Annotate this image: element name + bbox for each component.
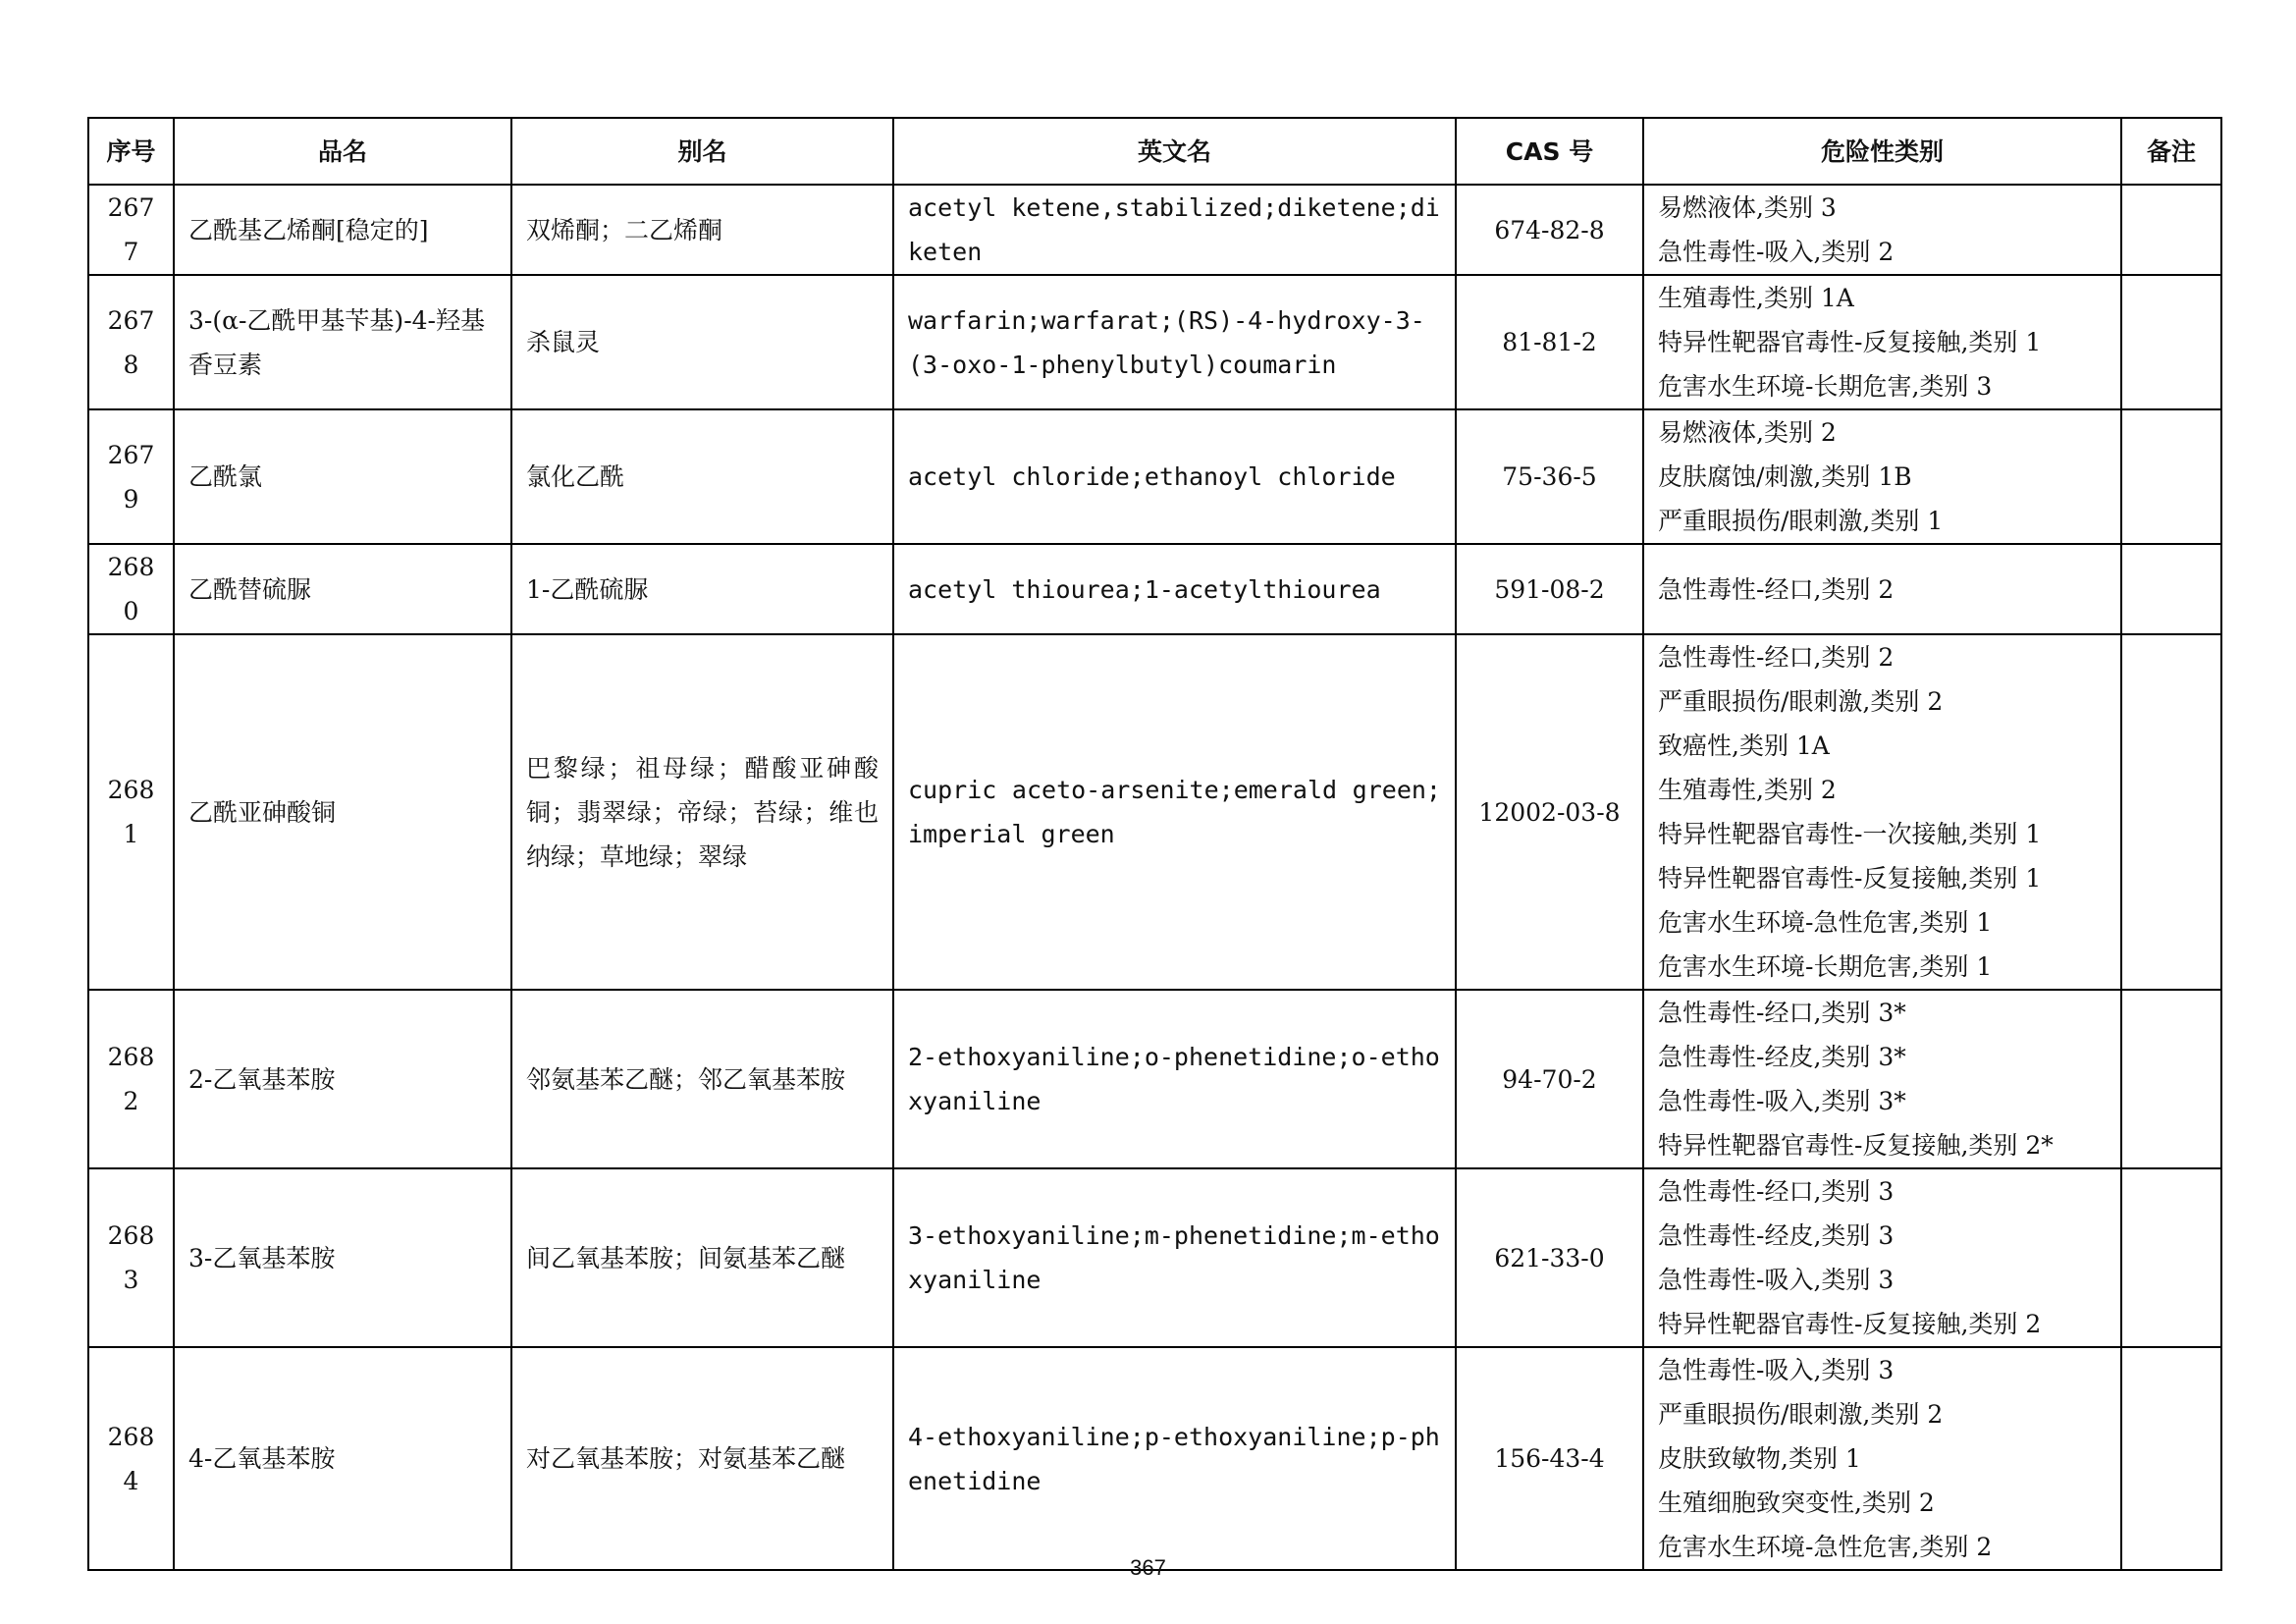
page-number: 367 (1130, 1555, 1166, 1580)
table-row (88, 1168, 2221, 1347)
cell-english-name: 3-ethoxyaniline;m-phenetidine;m-ethoxyaniline (893, 1168, 1456, 1347)
table-row (88, 1347, 2221, 1570)
cell-english-name: acetyl thiourea;1-acetylthiourea (893, 544, 1456, 634)
cell-hazard-classes (1643, 1347, 2121, 1570)
table-header-row (88, 118, 2221, 185)
cell-product-name: 2-乙氧基苯胺 (174, 990, 511, 1168)
cell-cas-number: 75-36-5 (1456, 409, 1643, 544)
hazardous-chemicals-table (87, 117, 2222, 1571)
hazard-line: 急性毒性-吸入,类别 3 (1658, 1356, 1895, 1384)
hazard-line: 危害水生环境-急性危害,类别 2 (1658, 1533, 1993, 1561)
hazard-line: 急性毒性-经皮,类别 3* (1658, 1043, 1906, 1071)
cell-serial-number: 2683 (88, 1168, 174, 1347)
table-row (88, 544, 2221, 634)
hazard-line: 特异性靶器官毒性-反复接触,类别 1 (1658, 328, 2042, 356)
hazard-line: 易燃液体,类别 3 (1658, 193, 1837, 222)
cell-english-name: warfarin;warfarat;(RS)-4-hydroxy-3-(3-oxo-1-phenylbutyl)coumarin (893, 275, 1456, 409)
hazard-line: 特异性靶器官毒性-反复接触,类别 1 (1658, 864, 2042, 893)
hazard-line: 特异性靶器官毒性-一次接触,类别 1 (1658, 820, 2042, 848)
table-row (88, 185, 2221, 275)
cell-product-name: 乙酰亚砷酸铜 (174, 634, 511, 990)
cell-serial-number: 2684 (88, 1347, 174, 1570)
cell-remark (2121, 634, 2221, 990)
cell-alias: 间乙氧基苯胺；间氨基苯乙醚 (511, 1168, 893, 1347)
cell-alias: 邻氨基苯乙醚；邻乙氧基苯胺 (511, 990, 893, 1168)
cell-hazard-classes (1643, 990, 2121, 1168)
cell-alias: 双烯酮；二乙烯酮 (511, 185, 893, 275)
hazard-line: 特异性靶器官毒性-反复接触,类别 2 (1658, 1310, 2042, 1338)
cell-serial-number: 2679 (88, 409, 174, 544)
hazard-line: 急性毒性-经口,类别 2 (1658, 643, 1895, 672)
hazard-line: 皮肤腐蚀/刺激,类别 1B (1658, 462, 1912, 491)
cell-alias: 氯化乙酰 (511, 409, 893, 544)
cell-remark (2121, 544, 2221, 634)
hazard-line: 严重眼损伤/眼刺激,类别 1 (1658, 507, 1944, 535)
hazard-line: 急性毒性-经皮,类别 3 (1658, 1221, 1895, 1250)
cell-english-name: acetyl chloride;ethanoyl chloride (893, 409, 1456, 544)
cell-product-name: 乙酰基乙烯酮[稳定的] (174, 185, 511, 275)
cell-serial-number: 2680 (88, 544, 174, 634)
cell-alias: 1-乙酰硫脲 (511, 544, 893, 634)
hazard-line: 急性毒性-吸入,类别 3* (1658, 1087, 1906, 1115)
cell-serial-number: 2681 (88, 634, 174, 990)
cell-english-name: cupric aceto-arsenite;emerald green;imperial green (893, 634, 1456, 990)
hazard-line: 致癌性,类别 1A (1658, 731, 1830, 760)
cell-remark (2121, 990, 2221, 1168)
header-remark: 备注 (2121, 118, 2221, 185)
cell-remark (2121, 409, 2221, 544)
cell-remark (2121, 1347, 2221, 1570)
cell-cas-number: 12002-03-8 (1456, 634, 1643, 990)
header-product-name: 品名 (174, 118, 511, 185)
hazard-line: 急性毒性-吸入,类别 2 (1658, 238, 1895, 266)
hazard-line: 严重眼损伤/眼刺激,类别 2 (1658, 1400, 1944, 1429)
hazard-line: 生殖毒性,类别 1A (1658, 284, 1854, 312)
cell-cas-number: 621-33-0 (1456, 1168, 1643, 1347)
cell-cas-number: 94-70-2 (1456, 990, 1643, 1168)
cell-serial-number: 2682 (88, 990, 174, 1168)
cell-alias: 对乙氧基苯胺；对氨基苯乙醚 (511, 1347, 893, 1570)
cell-product-name: 4-乙氧基苯胺 (174, 1347, 511, 1570)
table-row (88, 275, 2221, 409)
cell-product-name: 乙酰氯 (174, 409, 511, 544)
cell-remark (2121, 1168, 2221, 1347)
cell-remark (2121, 275, 2221, 409)
cell-english-name: 4-ethoxyaniline;p-ethoxyaniline;p-phenetidine (893, 1347, 1456, 1570)
cell-hazard-classes (1643, 275, 2121, 409)
header-alias: 别名 (511, 118, 893, 185)
cell-english-name: acetyl ketene,stabilized;diketene;diketen (893, 185, 1456, 275)
header-cas-number: CAS 号 (1456, 118, 1643, 185)
cell-cas-number: 81-81-2 (1456, 275, 1643, 409)
cell-hazard-classes (1643, 185, 2121, 275)
hazard-line: 易燃液体,类别 2 (1658, 418, 1837, 447)
table-row (88, 409, 2221, 544)
cell-hazard-classes (1643, 409, 2121, 544)
hazard-line: 急性毒性-经口,类别 3* (1658, 999, 1906, 1027)
cell-serial-number: 2678 (88, 275, 174, 409)
cell-hazard-classes (1643, 544, 2121, 634)
cell-serial-number: 2677 (88, 185, 174, 275)
cell-cas-number: 674-82-8 (1456, 185, 1643, 275)
hazard-line: 急性毒性-经口,类别 2 (1658, 574, 1895, 604)
table-row (88, 634, 2221, 990)
cell-alias: 巴黎绿；祖母绿；醋酸亚砷酸铜；翡翠绿；帝绿；苔绿；维也纳绿；草地绿；翠绿 (511, 634, 893, 990)
hazard-line: 生殖毒性,类别 2 (1658, 776, 1837, 804)
header-serial-number: 序号 (88, 118, 174, 185)
hazard-line: 急性毒性-经口,类别 3 (1658, 1177, 1895, 1206)
header-english-name: 英文名 (893, 118, 1456, 185)
cell-product-name: 乙酰替硫脲 (174, 544, 511, 634)
hazard-line: 严重眼损伤/眼刺激,类别 2 (1658, 687, 1944, 716)
table-row (88, 990, 2221, 1168)
cell-cas-number: 156-43-4 (1456, 1347, 1643, 1570)
cell-cas-number: 591-08-2 (1456, 544, 1643, 634)
hazard-line: 急性毒性-吸入,类别 3 (1658, 1266, 1895, 1294)
cell-product-name: 3-(α-乙酰甲基苄基)-4-羟基香豆素 (174, 275, 511, 409)
cell-english-name: 2-ethoxyaniline;o-phenetidine;o-ethoxyaniline (893, 990, 1456, 1168)
cell-alias: 杀鼠灵 (511, 275, 893, 409)
hazard-line: 危害水生环境-急性危害,类别 1 (1658, 908, 1993, 937)
hazard-line: 危害水生环境-长期危害,类别 3 (1658, 372, 1993, 401)
cell-hazard-classes (1643, 1168, 2121, 1347)
hazard-line: 生殖细胞致突变性,类别 2 (1658, 1489, 1935, 1517)
hazard-line: 危害水生环境-长期危害,类别 1 (1658, 952, 1993, 981)
header-hazard-class: 危险性类别 (1643, 118, 2121, 185)
hazard-line: 皮肤致敏物,类别 1 (1658, 1444, 1861, 1473)
cell-remark (2121, 185, 2221, 275)
cell-product-name: 3-乙氧基苯胺 (174, 1168, 511, 1347)
hazard-line: 特异性靶器官毒性-反复接触,类别 2* (1658, 1131, 2054, 1160)
cell-hazard-classes (1643, 634, 2121, 990)
